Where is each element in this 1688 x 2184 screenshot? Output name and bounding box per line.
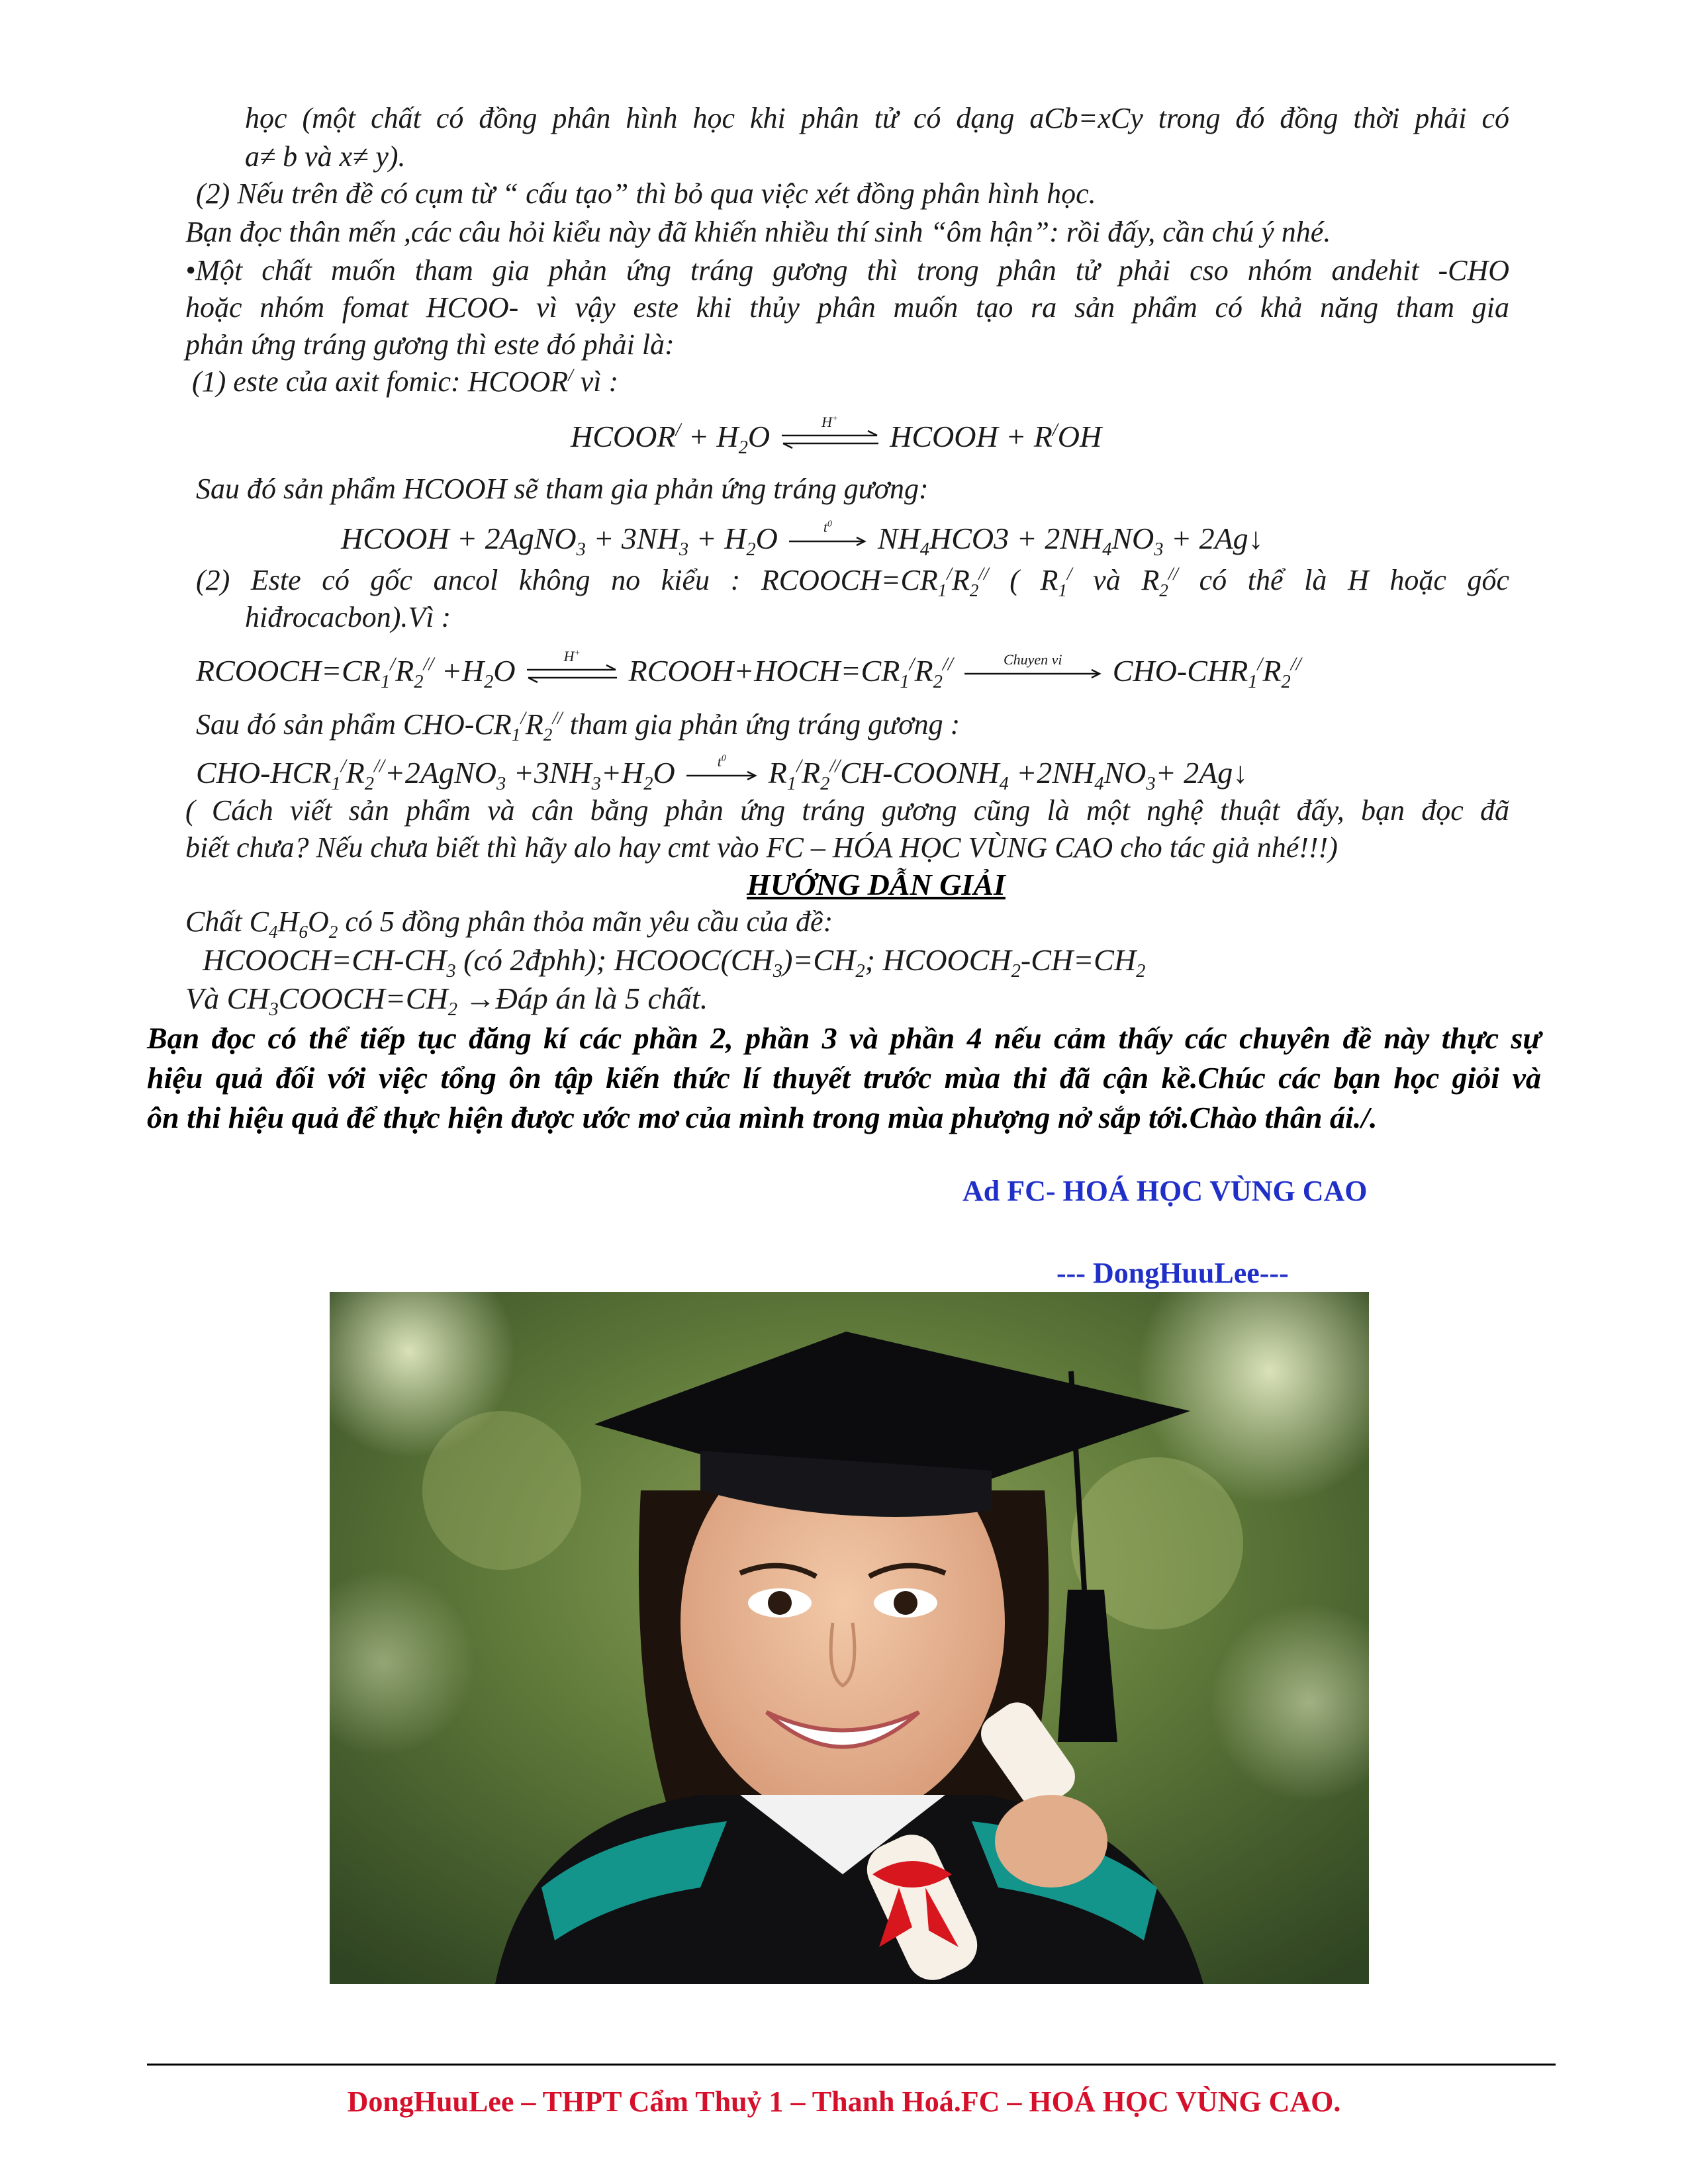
closing-line: hiệu quả đối với việc tổng ôn tập kiến thức lí thuyết trước mùa thi đã cận kề.Chúc các bạn học giỏi và xyxy=(147,1061,1541,1095)
arrow-icon: Chuyen vi xyxy=(963,667,1102,680)
equation-silver-mirror-aldehyde: CHO-$HCR_1^/R_2^{//}+2AgNO_3 +3NH_3+H_2O$ $t^0$ $R_1^/R_2^{//}CH-COONH_4 +2NH_4NO_3+$ 2Ag↓ xyxy=(196,753,1248,795)
text-line: Và $CH_3COOCH=CH_2$ →Đáp án là 5 chất. xyxy=(185,981,708,1021)
signature-admin: Ad FC- HOÁ HỌC VÙNG CAO xyxy=(962,1175,1368,1207)
arrow-icon: $t^0$ xyxy=(788,535,867,548)
text-line: a≠ b và x≠ y). xyxy=(245,140,406,173)
graduate-photo xyxy=(330,1292,1369,1984)
text-line: $HCOOCH=CH-CH_3$ (có 2đphh); $HCOOC(CH_3)=CH_2$; $HCOOCH_2-CH=CH_2$ xyxy=(203,943,1146,982)
text-line: biết chưa? Nếu chưa biết thì hãy alo hay cmt vào FC – HÓA HỌC VÙNG CAO cho tác giả nhé!!!) xyxy=(185,831,1338,864)
text-line: (2) Este có gốc ancol không no kiểu : $RCOOCH=CR_1^/R_2^{//}$ ( $R_1^/$ và $R_2^{//}$ có thể là H hoặc gốc xyxy=(196,563,1510,600)
text-line: học (một chất có đồng phân hình học khi phân tử có dạng aCb=xCy trong đó đồng thời phải có xyxy=(245,102,1509,134)
equation-silver-mirror-formic: HCOOH + 2AgNO$_3$ + $3NH_3 + H_2O$ $t^0$ $NH_4HCO3 + 2NH_4NO_3$ + 2Ag↓ xyxy=(341,519,1264,561)
signature-author: --- DongHuuLee--- xyxy=(1056,1257,1289,1289)
text-line: ( Cách viết sản phẩm và cân bằng phản ứng tráng gương cũng là một nghệ thuật đấy, bạn đọc đã xyxy=(185,794,1509,827)
text-line: •Một chất muốn tham gia phản ứng tráng gương thì trong phân tử phải cso nhóm andehit -CHO xyxy=(185,254,1509,287)
text-line: Sau đó sản phẩm HCOOH sẽ tham gia phản ứng tráng gương: xyxy=(196,473,929,505)
equation-enol-ester-hydrolysis: $RCOOCH=CR_1^/R_2^{//} +H_2O$ H+ $RCOOH+HOCH=CR_1^/R_2^{//}$ Chuyen vi CHO-$CHR_1^/R_2^{//}$ xyxy=(196,648,1301,693)
text-line: Bạn đọc thân mến ,các câu hỏi kiểu này đã khiến nhiều thí sinh “ôm hận”: rồi đấy, cần chú ý nhé. xyxy=(185,216,1331,248)
page-footer: DongHuuLee – THPT Cẩm Thuỷ 1 – Thanh Hoá.FC – HOÁ HỌC VÙNG CAO. xyxy=(347,2085,1341,2118)
closing-line: Bạn đọc có thể tiếp tục đăng kí các phần 2, phần 3 và phần 4 nếu cảm thấy các chuyên đề này thực sự xyxy=(147,1021,1541,1055)
text-line: hiđrocacbon).Vì : xyxy=(245,601,451,633)
reversible-arrow-icon: H+ xyxy=(526,664,618,684)
reversible-arrow-icon: H+ xyxy=(780,430,880,449)
text-line: Chất $C_4H_6O_2$ có 5 đồng phân thỏa mãn yêu cầu của đề: xyxy=(185,905,833,942)
text-line: (1) este của axit fomic: HCOOR/ vì : xyxy=(192,365,619,398)
equation-hydrolysis-formate: HCOOR/ + $H_2O$ H+ HCOOH + R/OH xyxy=(571,414,1102,459)
footer-rule xyxy=(147,2064,1556,2066)
closing-line: ôn thi hiệu quả để thực hiện được ước mơ của mình trong mùa phượng nở sắp tới.Chào thân ái./. xyxy=(147,1101,1378,1134)
section-heading: HƯỚNG DẪN GIẢI xyxy=(747,868,1006,901)
text-line: hoặc nhóm fomat HCOO- vì vậy este khi thủy phân muốn tạo ra sản phẩm có khả năng tham gia xyxy=(185,291,1509,324)
text-line: phản ứng tráng gương thì este đó phải là: xyxy=(185,328,675,361)
text-line: Sau đó sản phẩm CHO-$CR_1^/R_2^{//}$ tham gia phản ứng tráng gương : xyxy=(196,707,961,745)
text-line: (2) Nếu trên đề có cụm từ “ cấu tạo” thì bỏ qua việc xét đồng phân hình học. xyxy=(196,177,1096,210)
arrow-icon: $t^0$ xyxy=(685,769,758,782)
